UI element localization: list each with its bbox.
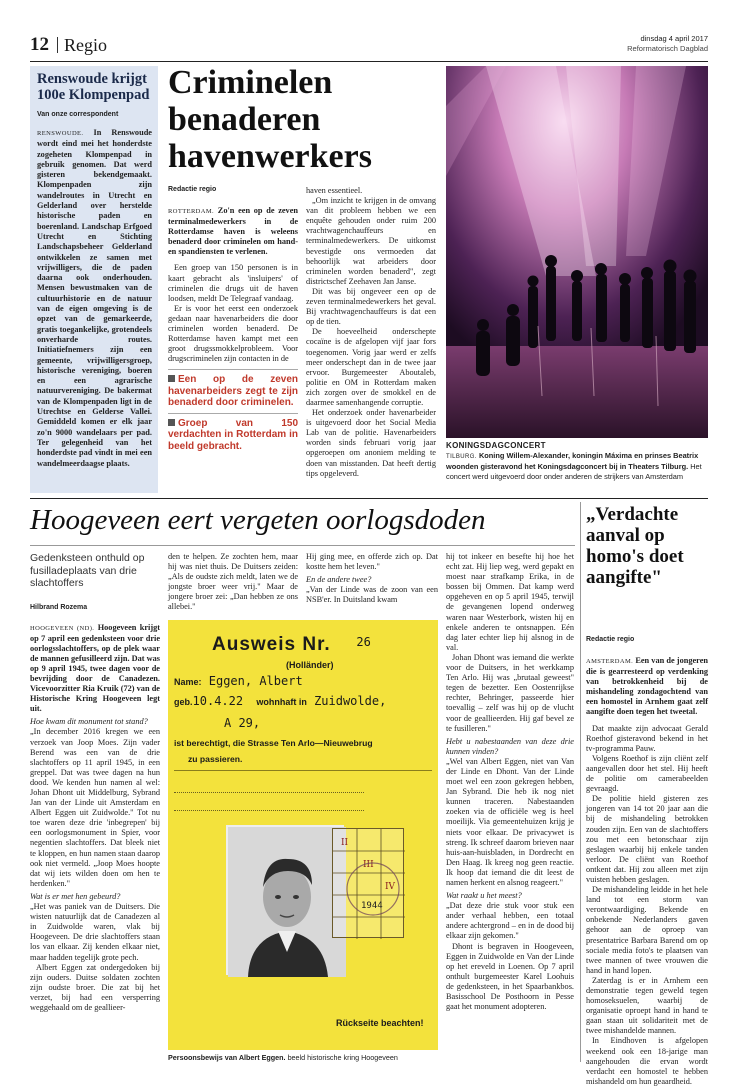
- ausweis-dotted-line: [174, 792, 364, 793]
- pull-rule: [168, 413, 298, 414]
- criminelen-dateline: ROTTERDAM.: [168, 208, 215, 215]
- homo-lead-para: AMSTERDAM. Een van de jongeren die is gearresteerd op verdenking van betrokkenheid bij de mishandeling zondagochtend van een homostel in Arnhem gaat zelf aangifte doen tegen het tweetal.: [586, 656, 708, 717]
- criminelen-para: haven essentieel.: [306, 186, 363, 195]
- criminelen-para: Dit was bij ongeveer een op de zeven terminalmedewerkers het geval. Bij vrachtwagenchauffeurs is dat een op de tien.: [306, 286, 436, 327]
- renswoude-body-block: [37, 128, 152, 469]
- criminelen-pullquote-2: Groep van 150 verdachten in Rotterdam in beeld gebracht.: [168, 417, 298, 452]
- homo-para: Dat maakte zijn advocaat Gerald Roethof gisteravond bekend in het tv-programma Pauw.: [586, 723, 708, 753]
- homo-para: In Eindhoven is afgelopen weekend ook een 18-jarige man aangehouden die ervan wordt verdacht een homostel te hebben mishandeld om hun geaardheid.: [586, 1036, 708, 1086]
- ausweis-street: A 29,: [224, 716, 261, 730]
- ausweis-document: [168, 620, 438, 1050]
- ausweis-number: 26: [356, 635, 371, 649]
- concert-caption-text: TILBURG. Koning Willem-Alexander, koningin Máxima en prinses Beatrix woonden gisteravond het Koningsdagconcert bij in Theaters Tilburg. Het concert werd uitgevoerd door onder anderen de strijkers van Amsterdam: [446, 450, 702, 481]
- homo-para: De mishandeling leidde in het hele land tot een storm van verontwaardiging. Bekende en onbekende Nederlanders gaven gehoor aan de oproep van presentatrice Barbara Barend om op sociale media foto's te plaatsen van twee mannen of twee vrouwen die hand in hand lopen.: [586, 885, 708, 975]
- concert-caption-title: KONINGSDAGCONCERT: [446, 441, 546, 450]
- homo-body: [586, 656, 708, 1086]
- hoogeveen-para: den te helpen. Ze zochten hem, maar hij was niet thuis. De Duitsers zeiden: „Als de oudste zich meldt, laten we de jongste broer weer vrij." Maar de jongere broer zei: „Dan hebben ze ons allebei.": [168, 552, 298, 612]
- concert-photo-illustration: [446, 66, 708, 438]
- header-date: dinsdag 4 april 2017: [640, 34, 708, 43]
- criminelen-lead-para: [168, 206, 298, 257]
- header-rule: [30, 61, 708, 62]
- criminelen-headline: Criminelen benaderen havenwerkers: [168, 64, 372, 175]
- ausweis-birth-row: geb.10.4.22 wohnhaft in Zuidwolde,: [174, 694, 387, 708]
- ausweis-stamp-year: 1944: [361, 901, 383, 911]
- hoogeveen-col1: [30, 552, 160, 1064]
- ausweis-back-note: Rückseite beachten!: [336, 1018, 424, 1028]
- hoogeveen-para: hij tot inkeer en besefte hij hoe het echt zat. Hij liep weg, werd gepakt en moest naar strafkamp Erika, in de bossen bij Ommen. Dat kamp werd opgeheven en op 5 april 1945, terwijl de gevangenen lopend onderweg waren naar Westerbork, wisten hij en enkele anderen te ontsnappen. Eén dag later echter liep hij alsnog in de val.: [446, 552, 574, 652]
- renswoude-dateline: RENSWOUDE.: [37, 130, 84, 137]
- hoogeveen-lead-para: HOOGEVEEN (ND). Hoogeveen krijgt op 7 april een gedenksteen voor drie oorlogsslachtoffers, op de plek waar de mannen gefusilleerd zijn. Dat was op 9 april 1945, twee dagen voor de bevrijding door de Canadezen. Vicevoorzitter Ria Kruik (72) van de Historische Kring Hoogeveen legt uit.: [30, 622, 161, 714]
- pull-rule: [168, 369, 298, 370]
- renswoude-body: In Renswoude wordt eind mei het honderdste zogeheten Klompenpad in gebruik genomen. Dat werd gisteren bekendgemaakt. Klompenpaden zijn wandelroutes in Utrecht en Gelderland over herstelde historische paden en boerenland. Landschap Erfgoed Utrecht en Stichting Landschapsbeheer Gelderland ontwikkelen ze samen met vrijwilligers, die de paden daarna ook onderhouden. Mensen bewustmaken van de cultuurhistorie en de natuur van de eigen omgeving is de opzet van de gemarkeerde, gratis toegankelijke, grotendeels onverharde routes. Initiatiefnemers zijn een gemeente, vrijwilligersgroep, historische vereniging, boeren en een agrarische natuurvereniging. De bakermat van de Klompenpaden ligt in de Utrechtse en Gelderse Vallei. Gemiddeld komen er elk jaar zo'n 9000 wandelaars per pad. Ter gelegenheid van het honderdste pad vindt in mei een wandelmeerdaagse plaats.: [37, 128, 152, 468]
- hoogeveen-byline: Hilbrand Rozema: [30, 603, 88, 611]
- criminelen-para: Er is voor het eerst een onderzoek gedaan naar havenarbeiders die door criminelen worden benaderd. De Rotterdamse haven kampt met een groot drugssmokkelprobleem. Voor drugscriminelen zijn contacten in de: [168, 303, 298, 364]
- stamp-grid-icon: [333, 829, 405, 939]
- hoogeveen-question: Wat is er met hen gebeurd?: [30, 891, 121, 901]
- portrait-illustration: [228, 827, 346, 977]
- ausweis-text-1: ist berechtigt, die Strasse Ten Arlo—Nieuwebrug: [174, 738, 373, 748]
- concert-photo: [446, 66, 708, 438]
- hoogeveen-col4: [446, 552, 574, 1064]
- hoogeveen-para: „Dat deze drie stuk voor stuk een ander verhaal hebben, een totaal andere achtergrond – en in de dood bij elkaar zijn gekomen.": [446, 901, 574, 941]
- column-divider: [580, 502, 581, 1062]
- hoogeveen-para: Johan Dhont was iemand die werkte voor de Duitsers, in het werkkamp Ten Arlo. Hij was „brutaal geweest" tegen de bezetter. Een Oostenrijkse rechter, Behringer, passeerde hier toevallig – zelf was hij op de vlucht voor de geallieerden. Hij gaf bevel ze te fusilleren.": [446, 652, 574, 733]
- svg-text:IV: IV: [385, 882, 396, 892]
- concert-caption: [446, 441, 708, 481]
- ausweis-dotted-line: [174, 810, 364, 811]
- hoogeveen-col2: [168, 552, 298, 613]
- homo-para: Volgens Roethof is zijn cliënt zelf aangevallen door het stel. Hij heeft de politie om camerabeelden gevraagd.: [586, 753, 708, 794]
- homo-para: De politie hield gisteren zes jongeren van 14 tot 20 jaar aan die bij de mishandeling betrokken zouden zijn. Een van de slachtoffers zou met een betonschaar zijn geslagen waarbij hij enkele tanden verloor. De cliënt van Roethof ontkent dat. Hij zou alleen met zijn vuisten hebben geslagen.: [586, 794, 708, 884]
- ausweis-title-row: [212, 634, 371, 656]
- ausweis-stamp: [332, 828, 404, 938]
- criminelen-para: „Om inzicht te krijgen in de omvang van dit probleem hebben we een enquête gehouden onder ruim 200 vrachtwagenchauffeurs en terminalmedewerkers. De uitkomst bevestigde ons vermoeden dat behoorlijk wat arbeiders door criminelen worden benaderd", zegt districtschef Zeehaven Jan Janse.: [306, 196, 436, 286]
- ausweis-nationality: (Holländer): [286, 660, 334, 670]
- hoogeveen-para: „In december 2016 kregen we een verzoek van Joop Moes. Zijn vader Berend was een van de drie slachtoffers op 11 april 1945, in een greppel. Dat was twee dagen na hun dood. We kenden hun namen al wel: Johan Dhont uit Middelburg, Sybrand Jan van der Linde uit Amsterdam en Albert Eggen uit Zuidwolde." Tot nu toe waren deze drie 'inbegrepen' bij een oorlogsmonument in Spier, voor negentien slachtoffers. Dat bleek niet te kloppen, en hun namen staan daarop ook niet vermeld. „Joop Moes hoopte dat wij iets wilden doen om hen te herdenken.": [30, 727, 160, 888]
- section-rule: [30, 498, 708, 499]
- hoogeveen-headline: Hoogeveen eert vergeten oorlogsdoden: [30, 504, 486, 536]
- bullet-square-icon: [168, 375, 175, 382]
- homo-headline: „Verdachte aanval op homo's doet aangifte": [586, 504, 684, 588]
- criminelen-lead: Zo'n een op de zeven terminalmedewerkers in de Rotterdamse haven is weleens benaderd door criminelen om hand- en spandiensten te verlenen.: [168, 206, 299, 257]
- hoogeveen-para: Albert Eggen zat ondergedoken bij zijn ouders. Duitse soldaten zochten zijn oudste broer. Die zat bij het verzet, bij had een versperring weggehaald om de geallieer-: [30, 962, 160, 1012]
- ausweis-title: Ausweis Nr.: [212, 634, 331, 655]
- hoogeveen-col1-body: [30, 623, 160, 1014]
- homo-lead: Een van de jongeren die is gearresteerd op verdenking van betrokkenheid bij de mishandeling zondagochtend van een homostel in Arnhem gaat zelf aangifte doen tegen het tweetal.: [586, 656, 708, 717]
- hoogeveen-question: Wat raakt u het meest?: [446, 891, 522, 901]
- bullet-square-icon: [168, 419, 175, 426]
- hoogeveen-para: „Van der Linde was de zoon van een NSB'er. In Duitsland kwam: [306, 585, 438, 605]
- page-header: [30, 34, 708, 58]
- homo-byline: Redactie regio: [586, 636, 635, 643]
- hoogeveen-para: Hij ging mee, en offerde zich op. Dat kostte hem het leven.": [306, 552, 438, 572]
- ausweis-line: [174, 770, 432, 771]
- page-number: 12: [30, 34, 49, 55]
- svg-text:II: II: [341, 838, 349, 848]
- ausweis-caption: Persoonsbewijs van Albert Eggen. beeld historische kring Hoogeveen: [168, 1053, 398, 1062]
- ausweis-text-2: zu passieren.: [188, 754, 243, 764]
- criminelen-para: De hoeveelheid onderschepte cocaïne is de afgelopen vijf jaar fors toegenomen. Vorig jaar werd er zelfs meer onderschept dan in de twee jaar ervoor. Burgemeester Aboutaleb, politie en OM in Rotterdam maken zich zorgen over de smokkel en de daarmee samenhangende corruptie.: [306, 327, 436, 407]
- criminelen-para: Een groep van 150 personen is in kaart gebracht als 'insluipers' of criminelen die drugs uit de haven loodsen, meldt De Telegraaf vandaag.: [168, 263, 298, 303]
- hoogeveen-lead: Hoogeveen krijgt op 7 april een gedenksteen voor drie oorlogsslachtoffers, op de plek waar de mannen gefusilleerd zijn. Dat was op 9 april 1945, twee dagen voor de bevrijding door de Canadezen. Vicevoorzitter Ria Kruik (72) van de Historische Kring Hoogeveen legt uit.: [30, 622, 161, 714]
- ausweis-name-row: Name: Eggen, Albert: [174, 674, 303, 688]
- hoogeveen-underline: [30, 545, 575, 546]
- criminelen-col2: [306, 186, 436, 496]
- renswoude-headline: Renswoude krijgt 100e Klompenpad: [37, 71, 150, 103]
- header-divider: [57, 37, 58, 53]
- ausweis-portrait: [226, 825, 344, 975]
- renswoude-article: [30, 66, 158, 493]
- section-name: Regio: [64, 35, 107, 55]
- homo-para: Zaterdag is er in Arnhem een demonstratie tegen geweld tegen homoseksuelen, waarbij de organisatie oproept hand in hand te gaan staan uit solidariteit met de twee mishandelde mannen.: [586, 975, 708, 1036]
- criminelen-pullquote-1: Een op de zeven havenarbeiders zegt te zijn benaderd door criminelen.: [168, 374, 298, 409]
- criminelen-byline: Redactie regio: [168, 186, 217, 193]
- hoogeveen-question: En de andere twee?: [306, 575, 372, 585]
- hoogeveen-para: „Het was paniek van de Duitsers. Die wisten natuurlijk dat de Canadezen al in Zuidwolde waren, vlak bij Hoogeveen. De drie slachtoffers staan los van elkaar. Zij kenden elkaar niet, maar hadden tegelijk grote pech.: [30, 902, 160, 962]
- hoogeveen-col3: [306, 552, 438, 605]
- renswoude-byline: Van onze correspondent: [37, 111, 119, 118]
- hoogeveen-para: „Wel van Albert Eggen, niet van Van der Linde en Dhont. Van der Linde moet wel een zoon gekregen hebben, Jan Sybrand. Die heb ik nog niet kunnen traceren. Nabestaanden zoeken via de officiële weg is heel moeilijk. Via gemeentehuizen krijg je niets voor elkaar. De privacywet is streng. Ik schreef daarom brieven naar huis-aan-huisbladen, in Dordrecht en Den Haag. Ik kreeg nog geen reactie. Ik hoop dat iemand die dit leest de namen herkent en alsnog reageert.": [446, 756, 574, 887]
- hoogeveen-question: Hebt u nabestaanden van deze drie kunnen vinden?: [446, 736, 574, 756]
- svg-text:III: III: [363, 860, 374, 870]
- hoogeveen-question: Hoe kwam dit monument tot stand?: [30, 717, 148, 727]
- criminelen-para: Het onderzoek onder havenarbeider is uitgevoerd door het Social Media Lab van de politie. Havenarbeiders worden sinds februari vorig jaar opgeroepen om anoniem melding te doen van misstanden. Dat heeft dertig tips opgeleverd.: [306, 408, 436, 478]
- criminelen-col1: [168, 206, 298, 496]
- header-paper: Reformatorisch Dagblad: [627, 44, 708, 53]
- hoogeveen-subhead: Gedenksteen onthuld op fusilladeplaats van drie slachtoffers: [30, 552, 145, 589]
- hoogeveen-para: Dhont is begraven in Hoogeveen, Eggen in Zuidwolde en Van der Linde op het ereveld in Loenen. Op 7 april onthult burgemeester Karel Loohuis de gedenksteen, in het Spaarbankbos. Basisschool De Posthoorn in Pesse gaat het monument adopteren.: [446, 941, 574, 1012]
